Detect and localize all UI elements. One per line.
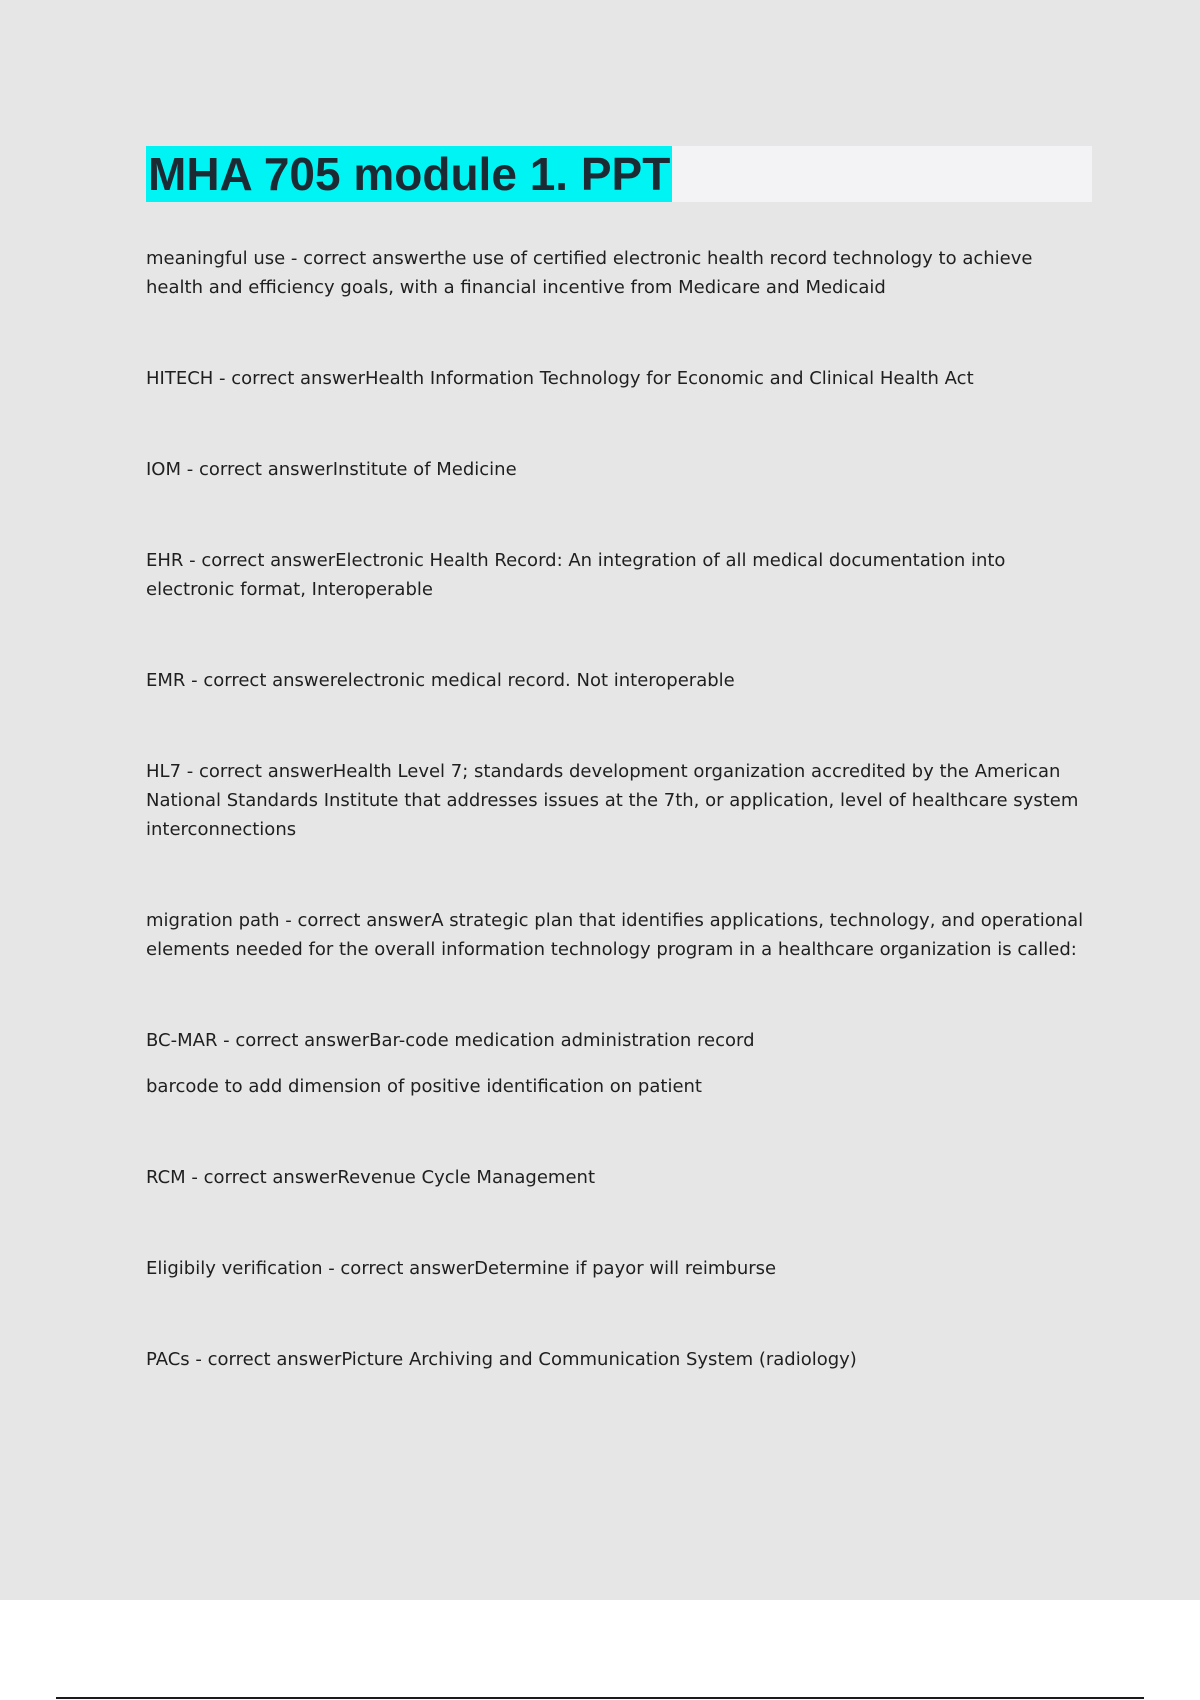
entry-iom: IOM - correct answerInstitute of Medicine <box>146 459 517 480</box>
title-bar <box>146 146 1092 202</box>
entry-migration-path: migration path - correct answerA strategic plan that identifies applications, technology, and operational elements needed for the overall information technology program in a healthcare organization is called: <box>146 910 1084 960</box>
entry-ehr: EHR - correct answerElectronic Health Record: An integration of all medical documentation into electronic format, Interoperable <box>146 550 1006 600</box>
entry-list <box>146 244 1086 1374</box>
entry-pacs: PACs - correct answerPicture Archiving and Communication System (radiology) <box>146 1349 857 1370</box>
footer-divider <box>56 1697 1144 1699</box>
entry-rcm: RCM - correct answerRevenue Cycle Management <box>146 1167 596 1188</box>
entry-hl7: HL7 - correct answerHealth Level 7; standards development organization accredited by the American National Standards Institute that addresses issues at the 7th, or application, level of healthcare system interconnections <box>146 761 1079 840</box>
entry-emr: EMR - correct answerelectronic medical record. Not interoperable <box>146 670 735 691</box>
entry-eligibility-verification: Eligibily verification - correct answerDetermine if payor will reimburse <box>146 1258 777 1279</box>
entry-meaningful-use: meaningful use - correct answerthe use of certified electronic health record technology to achieve health and efficiency goals, with a financial incentive from Medicare and Medicaid <box>146 248 1033 298</box>
entry-bc-mar: BC-MAR - correct answerBar-code medication administration record <box>146 1030 755 1051</box>
title-highlight <box>146 146 672 202</box>
document-title: MHA 705 module 1. PPT <box>148 148 671 200</box>
entry-hitech: HITECH - correct answerHealth Information Technology for Economic and Clinical Health Act <box>146 368 974 389</box>
entry-bc-mar-note: barcode to add dimension of positive identification on patient <box>146 1076 702 1097</box>
